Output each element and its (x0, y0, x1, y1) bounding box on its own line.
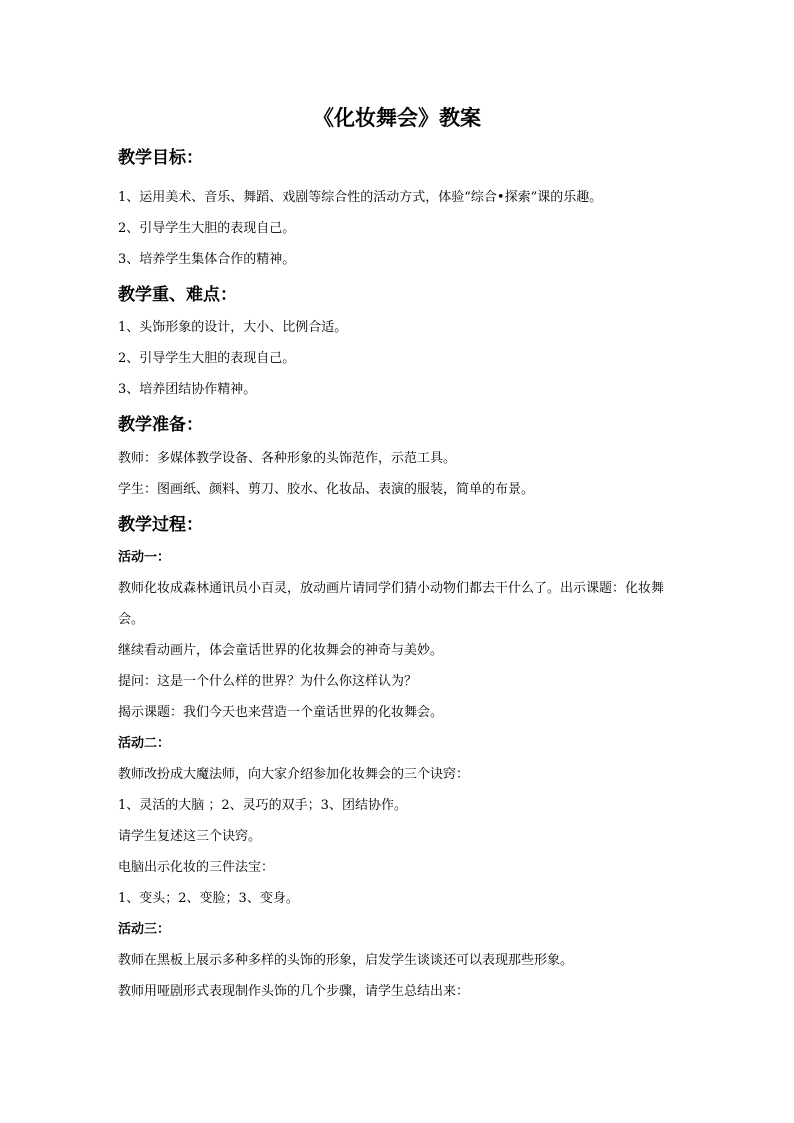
activity-1-label: 活动一： (118, 550, 171, 565)
goal-item-3: 3、培养学生集体合作的精神。 (118, 252, 296, 267)
section-heading-prep: 教学准备： (118, 415, 203, 435)
goal-item-2: 2、引导学生大胆的表现自己。 (118, 221, 296, 236)
keypoint-item-1: 1、头饰形象的设计，大小、比例合适。 (118, 320, 348, 335)
activity-1-item-1: 教师化妆成森林通讯员小百灵，放动画片请同学们猜小动物们都去干什么了。出示课题：化妆舞会。 (118, 581, 665, 627)
activity-1-item-2: 继续看动画片，体会童话世界的化妆舞会的神奇与美妙。 (118, 643, 444, 658)
activity-1-item-3: 提问：这是一个什么样的世界？为什么你这样认为？ (118, 674, 418, 689)
activity-1-item-4: 揭示课题：我们今天也来营造一个童话世界的化妆舞会。 (118, 705, 444, 720)
activity-3-item-2: 教师用哑剧形式表现制作头饰的几个步骤，请学生总结出来： (118, 984, 470, 999)
document-title: 《化妆舞会》教案 (313, 105, 481, 130)
section-heading-process: 教学过程： (118, 515, 203, 535)
activity-2-item-4: 电脑出示化妆的三件法宝： (118, 860, 275, 875)
section-heading-keypoints: 教学重、难点： (118, 285, 237, 305)
document-body (118, 146, 678, 1001)
activity-2-item-5: 1、变头；2、变脸；3、变身。 (118, 891, 299, 906)
activity-2-item-1: 教师改扮成大魔法师，向大家介绍参加化妆舞会的三个诀窍： (118, 767, 470, 782)
activity-3-label: 活动三： (118, 922, 171, 937)
prep-item-student: 学生：图画纸、颜料、剪刀、胶水、化妆品、表演的服装，简单的布景。 (118, 482, 535, 497)
activity-2-label: 活动二： (118, 736, 171, 751)
keypoint-item-2: 2、引导学生大胆的表现自己。 (118, 351, 296, 366)
activity-2-item-2: 1、灵活的大脑 ；2、灵巧的双手；3、团结协作。 (118, 798, 407, 813)
activity-2-item-3: 请学生复述这三个诀窍。 (118, 829, 262, 844)
keypoint-item-3: 3、培养团结协作精神。 (118, 382, 257, 397)
prep-item-teacher: 教师：多媒体教学设备、各种形象的头饰范作，示范工具。 (118, 451, 457, 466)
goal-item-1: 1、运用美术、音乐、舞蹈、戏剧等综合性的活动方式，体验“综合•探索”课的乐趣。 (118, 190, 603, 205)
section-heading-goals: 教学目标： (118, 148, 203, 168)
activity-3-item-1: 教师在黑板上展示多种多样的头饰的形象，启发学生谈谈还可以表现那些形象。 (118, 953, 574, 968)
